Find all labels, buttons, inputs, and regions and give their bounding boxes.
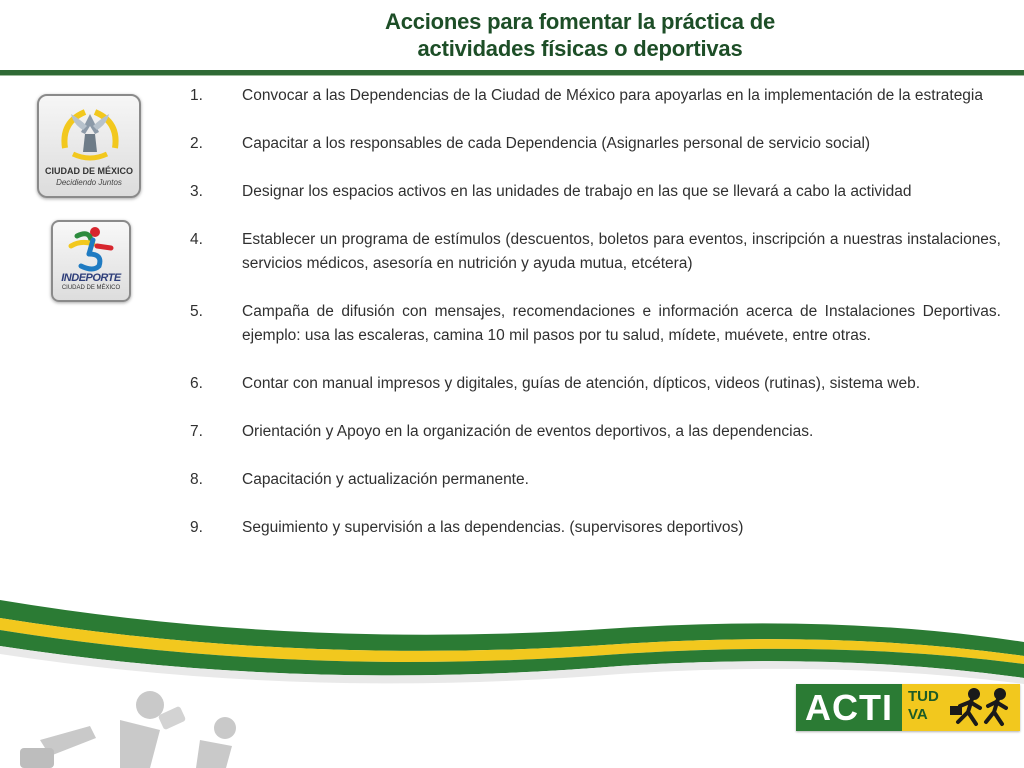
- actitud-logo-tud: TUD: [908, 688, 939, 705]
- actitud-logo-acti: ACTI: [796, 684, 902, 731]
- cdmx-logo-tagline: Decidiendo Juntos: [56, 178, 122, 187]
- list-item-number: 7.: [190, 423, 203, 440]
- actitud-logo-va: VA: [908, 706, 928, 723]
- actitud-logo: [796, 684, 1020, 731]
- list-item: [190, 84, 1001, 108]
- title-line-2: actividades físicas o deportivas: [417, 36, 743, 61]
- list-item-text: Orientación y Apoyo en la organización de eventos deportivos, a las dependencias.: [242, 423, 814, 440]
- list-item-number: 6.: [190, 375, 203, 392]
- angel-emblem-icon: [59, 104, 121, 164]
- list-item: [190, 228, 1001, 276]
- list-item: [190, 180, 1001, 204]
- list-item-text: Establecer un programa de estímulos (descuentos, boletos para eventos, inscripción a nuestras instalaciones, servicios médicos, asesoría en nutrición y ayuda mutua, etcétera): [242, 231, 1001, 272]
- list-item: [190, 300, 1001, 348]
- list-item-number: 1.: [190, 87, 203, 104]
- list-item-text: Designar los espacios activos en las unidades de trabajo en las que se llevará a cabo la actividad: [242, 183, 912, 200]
- list-item-number: 3.: [190, 183, 203, 200]
- actions-list: [190, 84, 1001, 564]
- list-item-number: 8.: [190, 471, 203, 488]
- runner-figure-icon: [65, 226, 119, 272]
- title-line-1: Acciones para fomentar la práctica de: [385, 9, 775, 34]
- cdmx-logo-name: CIUDAD DE MÉXICO: [44, 166, 133, 176]
- list-item: [190, 468, 1001, 492]
- list-item-number: 2.: [190, 135, 203, 152]
- cdmx-logo: [37, 94, 141, 198]
- list-item: [190, 420, 1001, 444]
- list-item-text: Capacitación y actualización permanente.: [242, 471, 529, 488]
- list-item-number: 4.: [190, 231, 203, 248]
- list-item: [190, 516, 1001, 540]
- list-item-number: 5.: [190, 303, 203, 320]
- indeporte-logo: [51, 220, 131, 302]
- list-item-text: Convocar a las Dependencias de la Ciudad de México para apoyarlas en la implementación de la estrategia: [242, 87, 983, 104]
- list-item-text: Seguimiento y supervisión a las dependencias. (supervisores deportivos): [242, 519, 744, 536]
- footer-wave-decoration: [0, 560, 1024, 768]
- indeporte-logo-name: INDEPORTE: [61, 272, 121, 284]
- indeporte-logo-sub: CIUDAD DE MÉXICO: [61, 285, 121, 291]
- list-item-text: Contar con manual impresos y digitales, guías de atención, dípticos, videos (rutinas), sistema web.: [242, 375, 921, 392]
- title-divider: [0, 70, 1024, 75]
- list-item-text: Campaña de difusión con mensajes, recomendaciones e información acerca de Instalaciones Deportivas. ejemplo: usa las escaleras, camina 10 mil pasos por tu salud, mídete, muévete, entre otras.: [242, 303, 1001, 344]
- page-title: [300, 8, 860, 62]
- list-item: [190, 372, 1001, 396]
- list-item-text: Capacitar a los responsables de cada Dependencia (Asignarles personal de servicio social): [242, 135, 871, 152]
- actitud-logo-tudva: [908, 688, 948, 724]
- runner-silhouettes-icon: [20, 691, 236, 768]
- list-item-number: 9.: [190, 519, 203, 536]
- actitud-runners-icon: [948, 686, 1018, 729]
- list-item: [190, 132, 1001, 156]
